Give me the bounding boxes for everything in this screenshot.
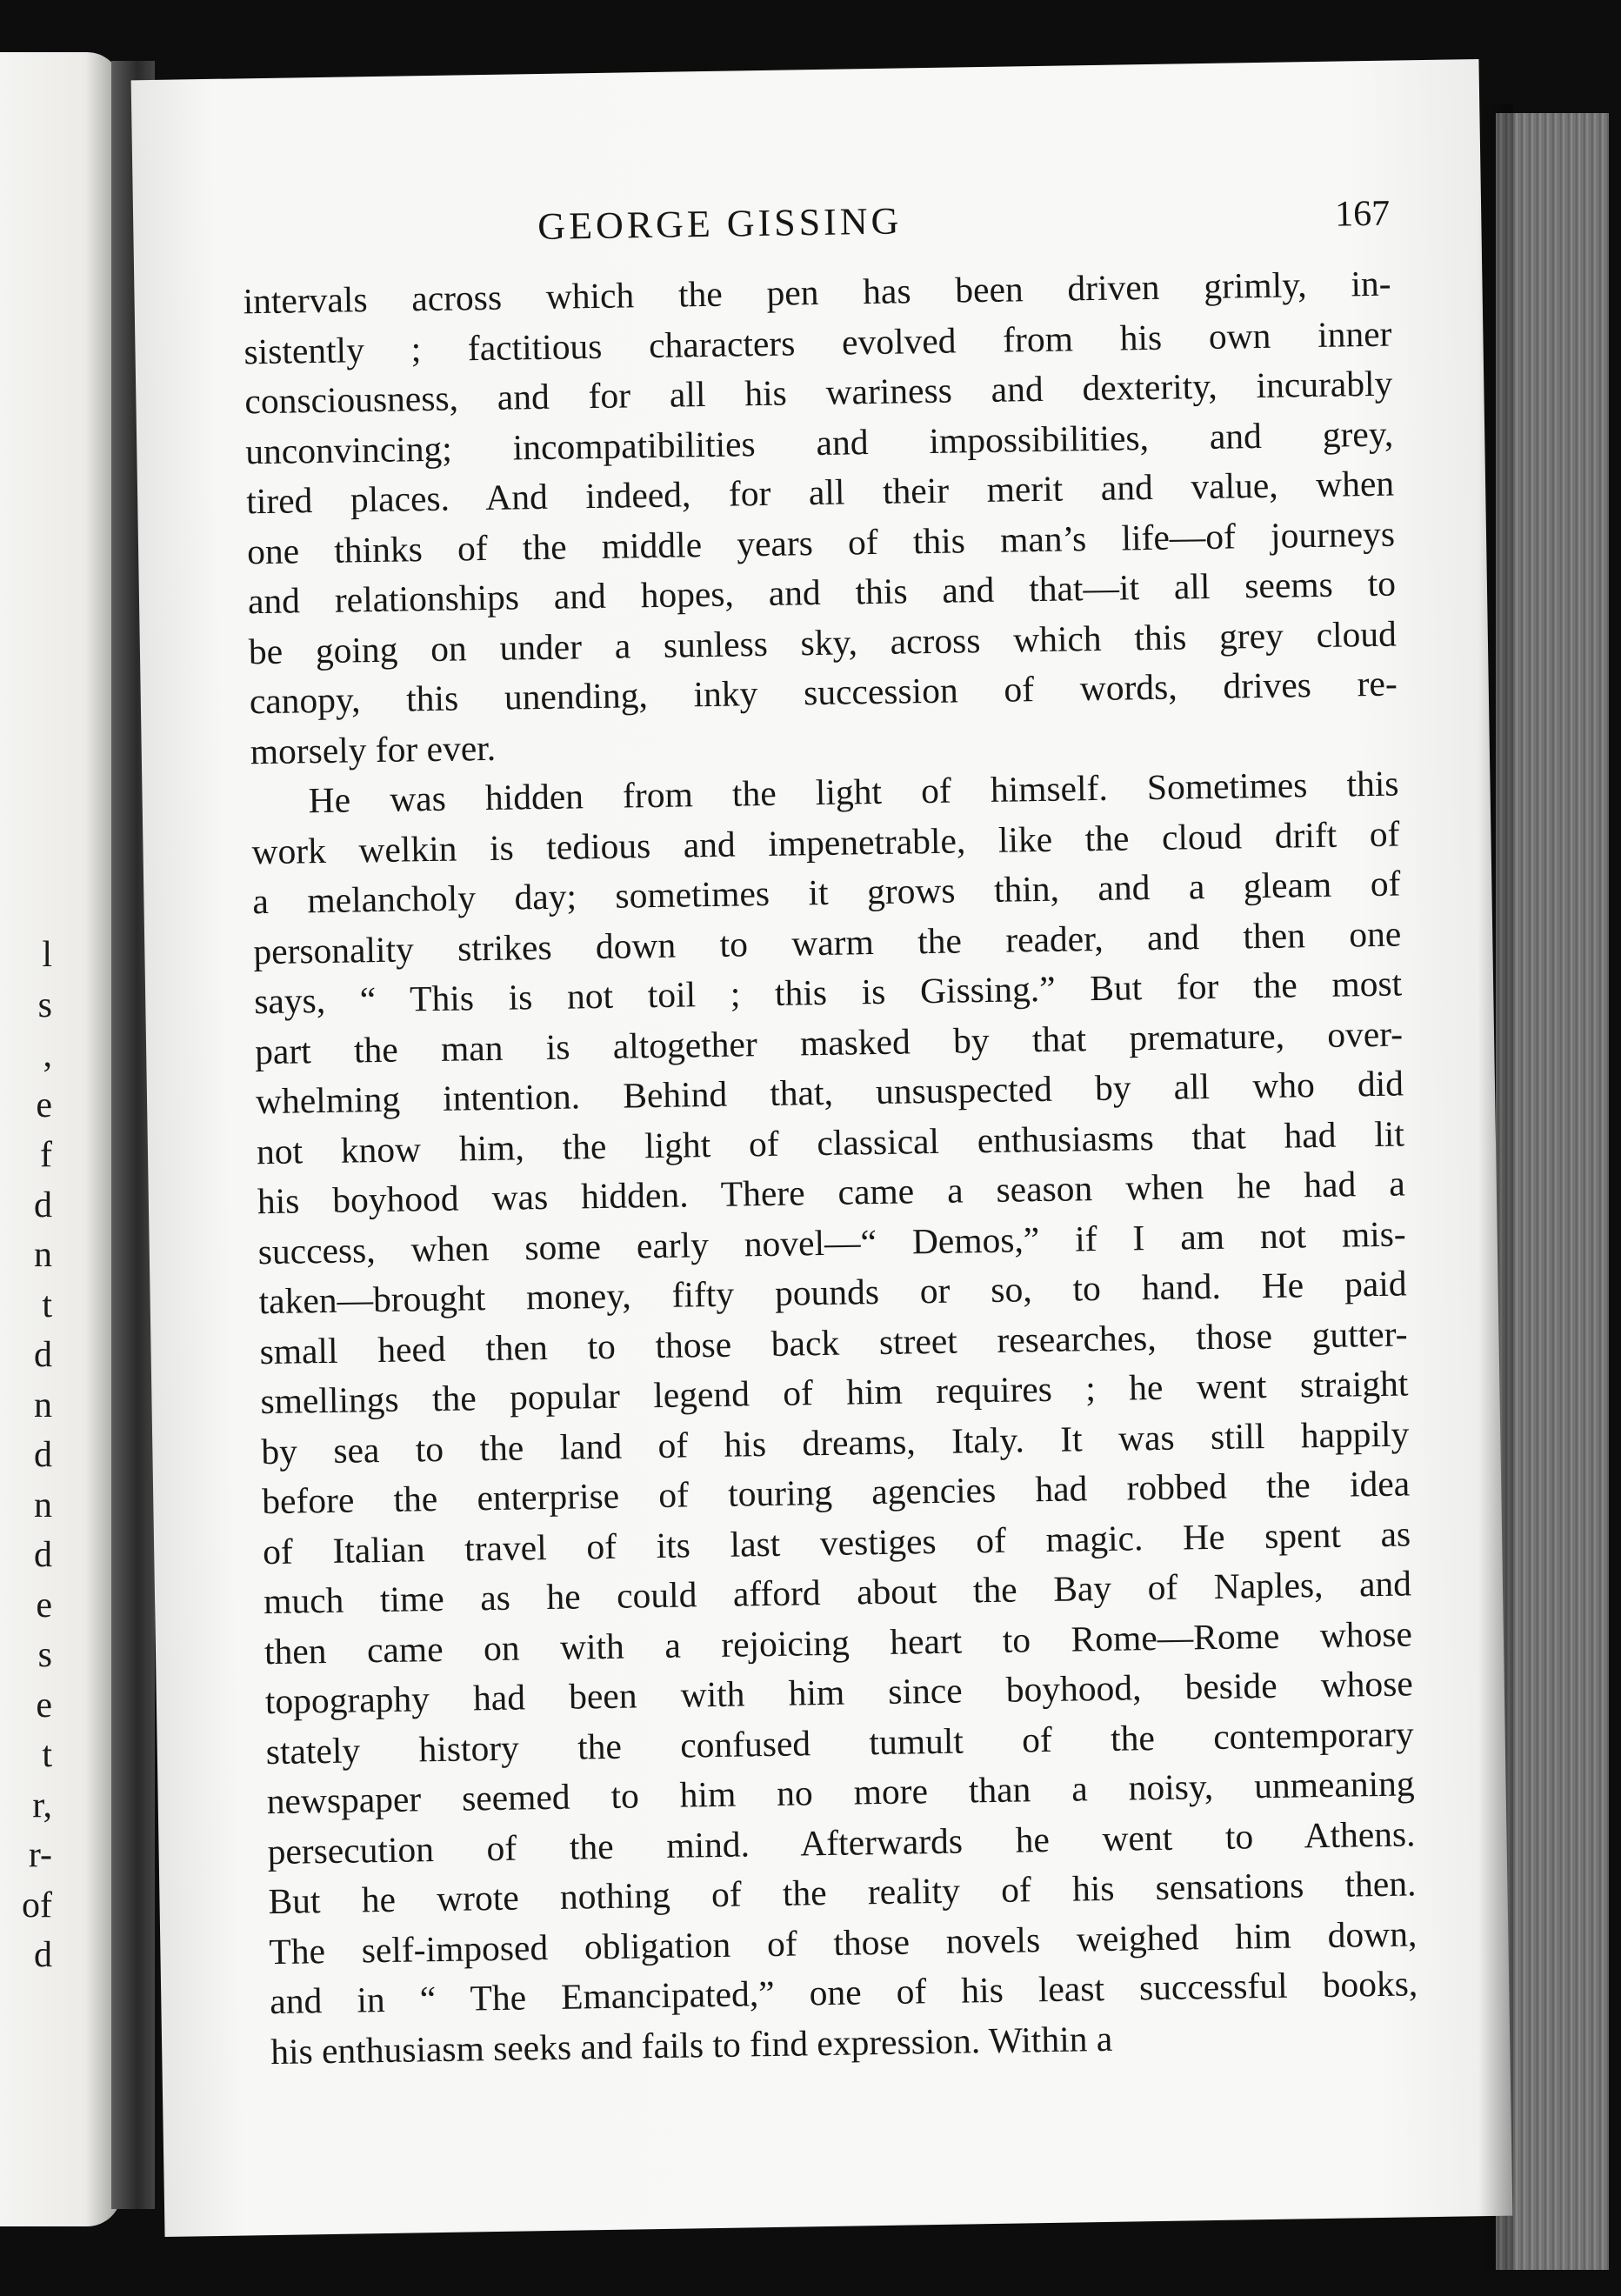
text-line: sistently ; factitious characters evolved from his own inner [243,313,1392,371]
text-line: success, when some early novel—“ Demos,” if I am not mis- [257,1212,1406,1271]
text-line: canopy, this unending, inky succession of words, drives re- [249,663,1398,722]
left-edge-fragment: r- [28,1835,52,1875]
left-edge-fragment: e [36,1085,52,1125]
text-line: He was hidden from the light of himself. Sometimes this [308,763,1399,821]
left-edge-fragment: t [42,1735,52,1775]
left-edge-fragment: l [42,935,52,975]
page [131,59,1513,2237]
text-line: says, “ This is not toil ; this is Gissing.” But for the most [253,963,1403,1022]
left-edge-fragment: s [37,984,52,1025]
running-head: GEORGE GISSING [537,199,903,248]
left-edge-fragment: e [36,1685,52,1725]
body-text [243,259,1418,2077]
page-edge-shadow [1478,104,1513,2270]
left-edge-fragment: , [43,1035,52,1075]
text-line: persecution of the mind. Afterwards he went to Athens. [267,1812,1416,1872]
text-line: his enthusiasm seeks and fails to find expression. Within a [270,2018,1113,2072]
text-line: before the enterprise of touring agencies had robbed the idea [261,1463,1411,1522]
left-edge-fragment: t [42,1285,52,1325]
text-line: whelming intention. Behind that, unsuspected by all who did [255,1063,1404,1122]
text-line: unconvincing; incompatibilities and impossibilities, and grey, [244,413,1394,471]
text-line: be going on under a sunless sky, across which this grey cloud [248,613,1398,671]
text-line: and in “ The Emancipated,” one of his least successful books, [269,1963,1418,2022]
text-line: morsely for ever. [250,727,497,771]
text-line: a melancholy day; sometimes it grows thin, and a gleam of [252,863,1401,922]
text-line: one thinks of the middle years of this man’s life—of journeys [246,513,1396,571]
text-line: part the man is altogether masked by that premature, over- [254,1012,1404,1071]
text-line: intervals across which the pen has been driven grimly, in- [243,263,1391,322]
left-edge-fragment: n [34,1485,52,1525]
text-line: tired places. And indeed, for all their merit and value, when [245,463,1395,522]
text-line: much time as he could afford about the Bay of Naples, and [263,1563,1412,1622]
text-line: work welkin is tedious and impenetrable, like the cloud drift of [251,813,1400,871]
left-edge-fragment: d [34,1185,52,1225]
text-line: not know him, the light of classical enthusiasms that had lit [256,1112,1405,1171]
left-edge-fragment: n [34,1385,52,1425]
text-line: then came on with a rejoicing heart to Rome—Rome whose [263,1612,1413,1672]
left-edge-fragment: d [34,1435,52,1475]
left-edge-fragment: f [40,1135,52,1175]
page-header [242,191,1391,270]
text-line: small heed then to those back street researches, those gutter- [259,1312,1408,1372]
page-number: 167 [1334,193,1391,235]
text-line: his boyhood was hidden. There came a season when he had a [257,1163,1406,1222]
left-edge-fragment: s [37,1635,52,1675]
text-line: newspaper seemed to him no more than a noisy, unmeaning [266,1763,1415,1822]
text-line: personality strikes down to warm the reader, and then one [253,913,1402,971]
text-line: of Italian travel of its last vestiges of magic. He spent as [262,1512,1411,1572]
left-edge-fragment: e [36,1585,52,1625]
text-line: and relationships and hopes, and this and that—it all seems to [247,563,1397,622]
left-edge-fragment: d [34,1335,52,1375]
text-line: But he wrote nothing of the reality of his sensations then. [268,1863,1417,1922]
left-edge-fragment: r, [32,1785,52,1825]
left-edge-fragment: n [34,1235,52,1275]
text-line: smellings the popular legend of him requires ; he went straight [260,1363,1409,1422]
left-edge-fragment: of [22,1885,52,1926]
text-line: by sea to the land of his dreams, Italy. It was still happily [261,1412,1410,1472]
text-line: taken—brought money, fifty pounds or so, to hand. He paid [258,1263,1407,1322]
left-edge-fragment: d [34,1535,52,1575]
paragraph [250,759,1418,2078]
text-line: stately history the confused tumult of the contemporary [265,1712,1415,1772]
paragraph [243,259,1398,778]
left-page-edge-text [0,931,52,1981]
text-line: topography had been with him since boyhood, beside whose [264,1663,1414,1722]
text-line: The self-imposed obligation of those novels weighed him down, [269,1912,1418,1972]
text-line: consciousness, and for all his wariness and dexterity, incurably [244,363,1393,422]
left-edge-fragment: d [34,1935,52,1975]
